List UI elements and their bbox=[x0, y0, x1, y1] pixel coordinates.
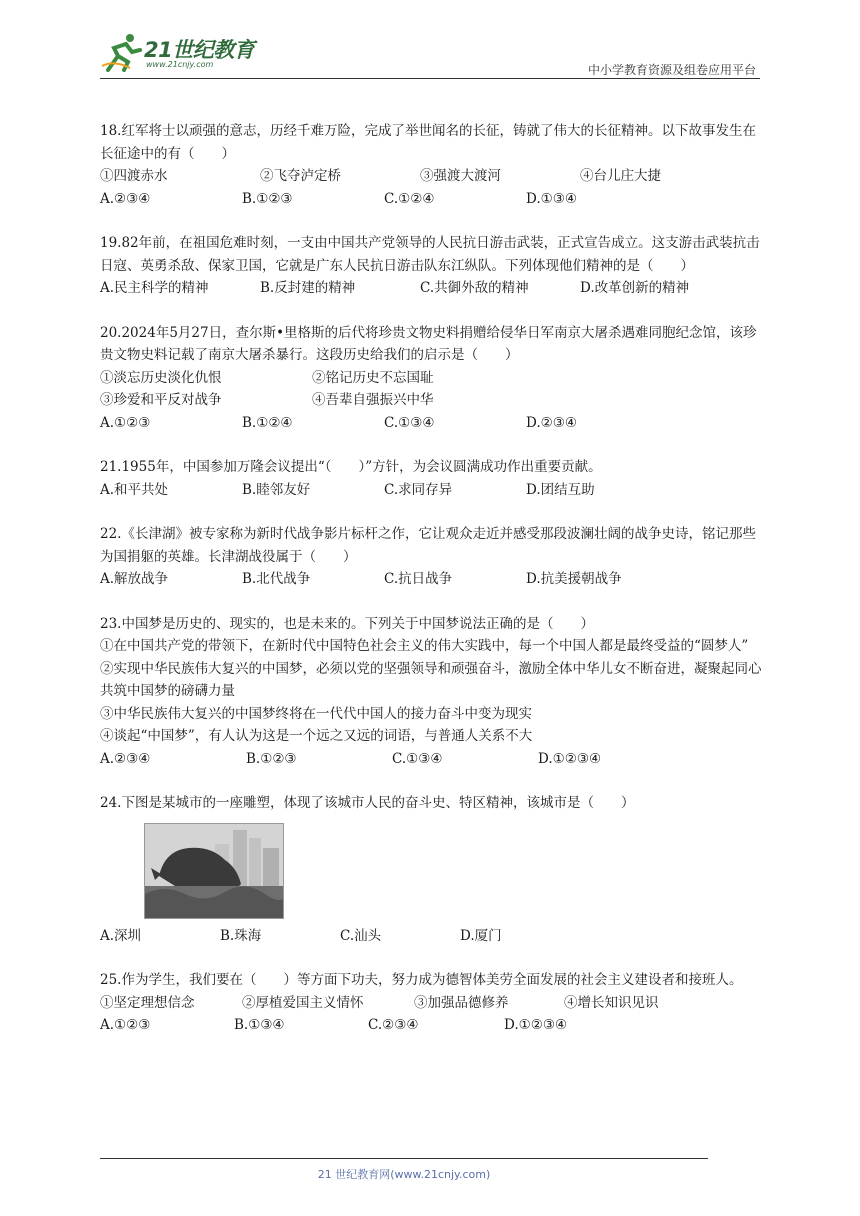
item: ④台儿庄大捷 bbox=[580, 168, 661, 184]
item: ①四渡赤水 bbox=[100, 168, 168, 184]
option-d[interactable]: D.厦门 bbox=[460, 927, 502, 944]
item: ②厚植爱国主义情怀 bbox=[242, 994, 364, 1011]
option-row bbox=[100, 188, 764, 211]
item-row bbox=[100, 389, 764, 412]
option-row bbox=[100, 568, 764, 591]
statement: ④谈起“中国梦”，有人认为这是一个远之又远的词语，与普通人关系不大 bbox=[100, 728, 533, 744]
option-b[interactable]: B.反封建的精神 bbox=[260, 280, 356, 296]
question-stem: 20.2024年5月27日，查尔斯•里格斯的后代将珍贵文物史料捐赠给侵华日军南京大屠杀遇难同胞纪念馆，该珍贵文物史料记载了南京大屠杀暴行。这段历史给我们的启示是（ ） bbox=[100, 324, 757, 363]
option-row bbox=[100, 479, 764, 502]
header-divider bbox=[100, 78, 760, 79]
option-row bbox=[100, 748, 764, 771]
option-d[interactable]: D.改革创新的精神 bbox=[580, 280, 690, 296]
option-b[interactable]: B.①②③ bbox=[246, 750, 297, 767]
platform-name: 中小学教育资源及组卷应用平台 bbox=[587, 63, 756, 77]
item: ③强渡大渡河 bbox=[420, 168, 501, 184]
option-a[interactable]: A.民主科学的精神 bbox=[100, 280, 209, 296]
option-d[interactable]: D.抗美援朝战争 bbox=[526, 571, 622, 587]
option-b[interactable]: B.①②④ bbox=[242, 414, 293, 431]
sculpture-image-icon bbox=[145, 824, 284, 919]
question-stem: 23.中国梦是历史的、现实的，也是未来的。下列关于中国梦说法正确的是（ ） bbox=[100, 615, 594, 632]
option-c[interactable]: C.②③④ bbox=[368, 1017, 419, 1033]
option-c[interactable]: C.①③④ bbox=[384, 414, 435, 431]
option-c[interactable]: C.抗日战争 bbox=[384, 571, 453, 587]
footer-link[interactable]: 21 世纪教育网(www.21cnjy.com) bbox=[317, 1168, 491, 1181]
question-25 bbox=[100, 969, 764, 1037]
question-stem: 18.红军将士以顽强的意志，历经千难万险，完成了举世闻名的长征，铸就了伟大的长征精神。以下故事发生在长征途中的有（ ） bbox=[100, 123, 756, 162]
item: ④增长知识见识 bbox=[564, 994, 659, 1011]
logo-url: www.21cnjy.com bbox=[146, 60, 214, 69]
option-d[interactable]: D.②③④ bbox=[526, 414, 577, 431]
option-c[interactable]: C.共御外敌的精神 bbox=[420, 280, 529, 296]
option-row bbox=[100, 277, 764, 300]
question-19 bbox=[100, 232, 764, 300]
option-row bbox=[100, 1014, 764, 1037]
option-d[interactable]: D.①②③④ bbox=[504, 1017, 568, 1033]
question-23 bbox=[100, 613, 764, 771]
option-d[interactable]: D.团结互助 bbox=[526, 481, 595, 498]
question-24 bbox=[100, 792, 764, 947]
option-c[interactable]: C.①②④ bbox=[384, 190, 435, 207]
option-b[interactable]: B.①③④ bbox=[234, 1017, 285, 1033]
sculpture-photo bbox=[144, 823, 284, 919]
question-stem: 22.《长津湖》被专家称为新时代战争影片标杆之作，它让观众走近并感受那段波澜壮阔的战争史诗，铭记那些为国捐躯的英雄。长津湖战役属于（ ） bbox=[100, 526, 756, 565]
logo-text: 21世纪教育 bbox=[144, 38, 255, 62]
option-c[interactable]: C.求同存异 bbox=[384, 481, 453, 498]
statement: ②实现中华民族伟大复兴的中国梦，必须以党的坚强领导和顽强奋斗，激励全体中华儿女不断奋进，凝聚起同心共筑中国梦的磅礴力量 bbox=[100, 660, 762, 699]
question-22 bbox=[100, 523, 764, 591]
item: ②飞夺泸定桥 bbox=[260, 168, 341, 184]
question-18 bbox=[100, 120, 764, 210]
question-list bbox=[100, 120, 764, 1037]
footer-divider bbox=[100, 1158, 708, 1159]
item-row bbox=[100, 367, 764, 390]
question-stem: 24.下图是某城市的一座雕塑，体现了该城市人民的奋斗史、特区精神，该城市是（ ） bbox=[100, 795, 635, 811]
question-stem: 21.1955年，中国参加万隆会议提出“（ ）”方针，为会议圆满成功作出重要贡献。 bbox=[100, 459, 602, 475]
option-a[interactable]: A.解放战争 bbox=[100, 571, 169, 587]
runner-logo-icon bbox=[100, 32, 144, 72]
option-a[interactable]: A.②③④ bbox=[100, 190, 151, 207]
page-header bbox=[100, 30, 760, 80]
option-row bbox=[100, 412, 764, 435]
item-row bbox=[100, 165, 764, 188]
option-a[interactable]: A.①②③ bbox=[100, 414, 151, 431]
item: ③加强品德修养 bbox=[414, 994, 509, 1011]
question-21 bbox=[100, 456, 764, 501]
option-b[interactable]: B.①②③ bbox=[242, 190, 293, 207]
item: ③珍爱和平反对战争 bbox=[100, 392, 222, 408]
question-stem: 25.作为学生，我们要在（ ）等方面下功夫，努力成为德智体美劳全面发展的社会主义建设者和接班人。 bbox=[100, 972, 743, 988]
option-d[interactable]: D.①②③④ bbox=[538, 750, 602, 767]
option-b[interactable]: B.北代战争 bbox=[242, 571, 311, 587]
item-row bbox=[100, 992, 764, 1015]
option-c[interactable]: C.汕头 bbox=[340, 927, 382, 944]
option-c[interactable]: C.①③④ bbox=[392, 750, 443, 767]
question-20 bbox=[100, 322, 764, 435]
statement: ①在中国共产党的带领下，在新时代中国特色社会主义的伟大实践中，每一个中国人都是最终受益的“圆梦人” bbox=[100, 638, 749, 654]
option-a[interactable]: A.深圳 bbox=[100, 927, 142, 944]
option-a[interactable]: A.①②③ bbox=[100, 1017, 151, 1033]
site-logo[interactable] bbox=[100, 30, 260, 76]
item: ②铭记历史不忘国耻 bbox=[312, 369, 434, 386]
option-row bbox=[100, 925, 764, 948]
item: ④吾辈自强振兴中华 bbox=[312, 392, 434, 408]
statement: ③中华民族伟大复兴的中国梦终将在一代代中国人的接力奋斗中变为现实 bbox=[100, 705, 532, 722]
option-b[interactable]: B.珠海 bbox=[220, 927, 262, 944]
item: ①淡忘历史淡化仇恨 bbox=[100, 369, 222, 386]
option-a[interactable]: A.和平共处 bbox=[100, 481, 169, 498]
option-b[interactable]: B.睦邻友好 bbox=[242, 481, 311, 498]
option-a[interactable]: A.②③④ bbox=[100, 750, 151, 767]
option-d[interactable]: D.①③④ bbox=[526, 190, 577, 207]
question-stem: 19.82年前，在祖国危难时刻，一支由中国共产党领导的人民抗日游击武装，正式宣告成立。这支游击武装抗击日寇、英勇杀敌、保家卫国，它就是广东人民抗日游击队东江纵队。下列体现他们精神的是（ ） bbox=[100, 235, 760, 274]
item: ①坚定理想信念 bbox=[100, 994, 195, 1011]
